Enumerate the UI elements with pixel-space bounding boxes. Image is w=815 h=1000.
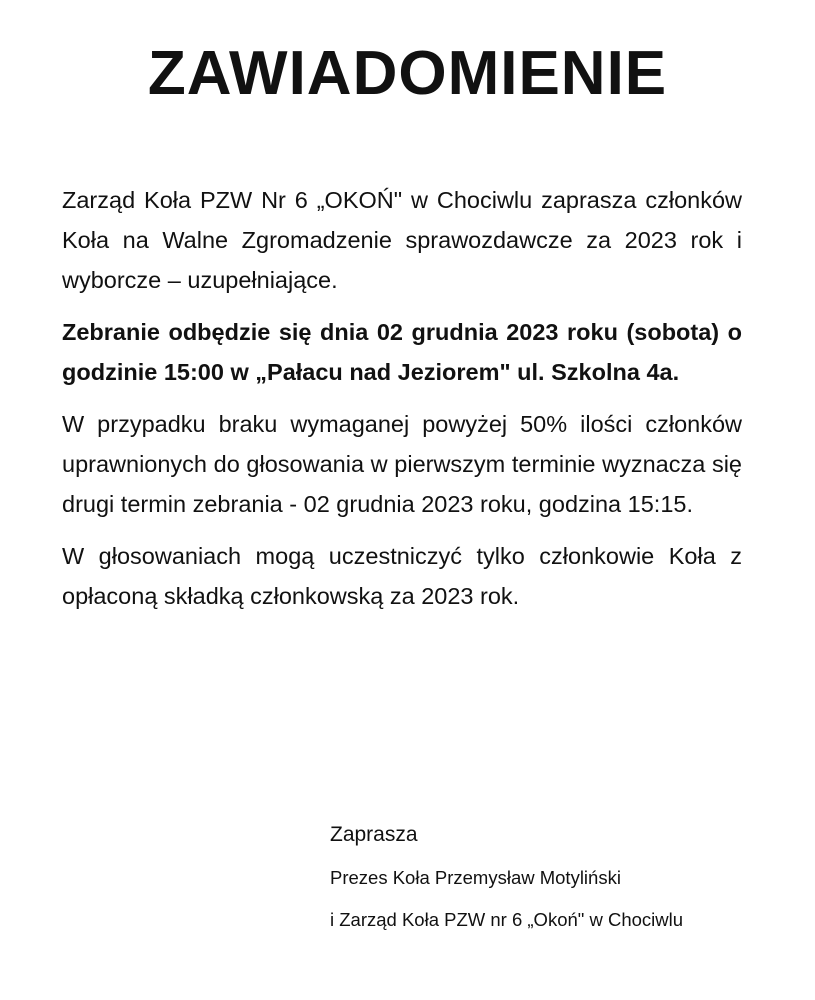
notice-body [62,180,742,628]
quorum-paragraph: W przypadku braku wymaganej powyżej 50% ilości członków uprawnionych do głosowania w pierwszym terminie wyznacza się drugi termin zebrania - 02 grudnia 2023 roku, godzina 15:15. [62,411,742,517]
signature-block [330,820,683,948]
signature-lead: Zaprasza [330,823,418,846]
meeting-date-paragraph: Zebranie odbędzie się dnia 02 grudnia 2023 roku (sobota) o godzinie 15:00 w „Pałacu nad Jeziorem" ul. Szkolna 4a. [62,319,742,385]
document-title: ZAWIADOMIENIE [147,39,668,108]
signature-president: Prezes Koła Przemysław Motyliński [330,867,621,888]
signature-board: i Zarząd Koła PZW nr 6 „Okoń" w Chociwlu [330,909,684,930]
voting-eligibility-paragraph: W głosowaniach mogą uczestniczyć tylko członkowie Koła z opłaconą składką członkowską za 2023 rok. [62,543,742,609]
invitation-paragraph: Zarząd Koła PZW Nr 6 „OKOŃ" w Chociwlu zaprasza członków Koła na Walne Zgromadzenie sprawozdawcze za 2023 rok i wyborcze – uzupełniające. [62,187,742,293]
